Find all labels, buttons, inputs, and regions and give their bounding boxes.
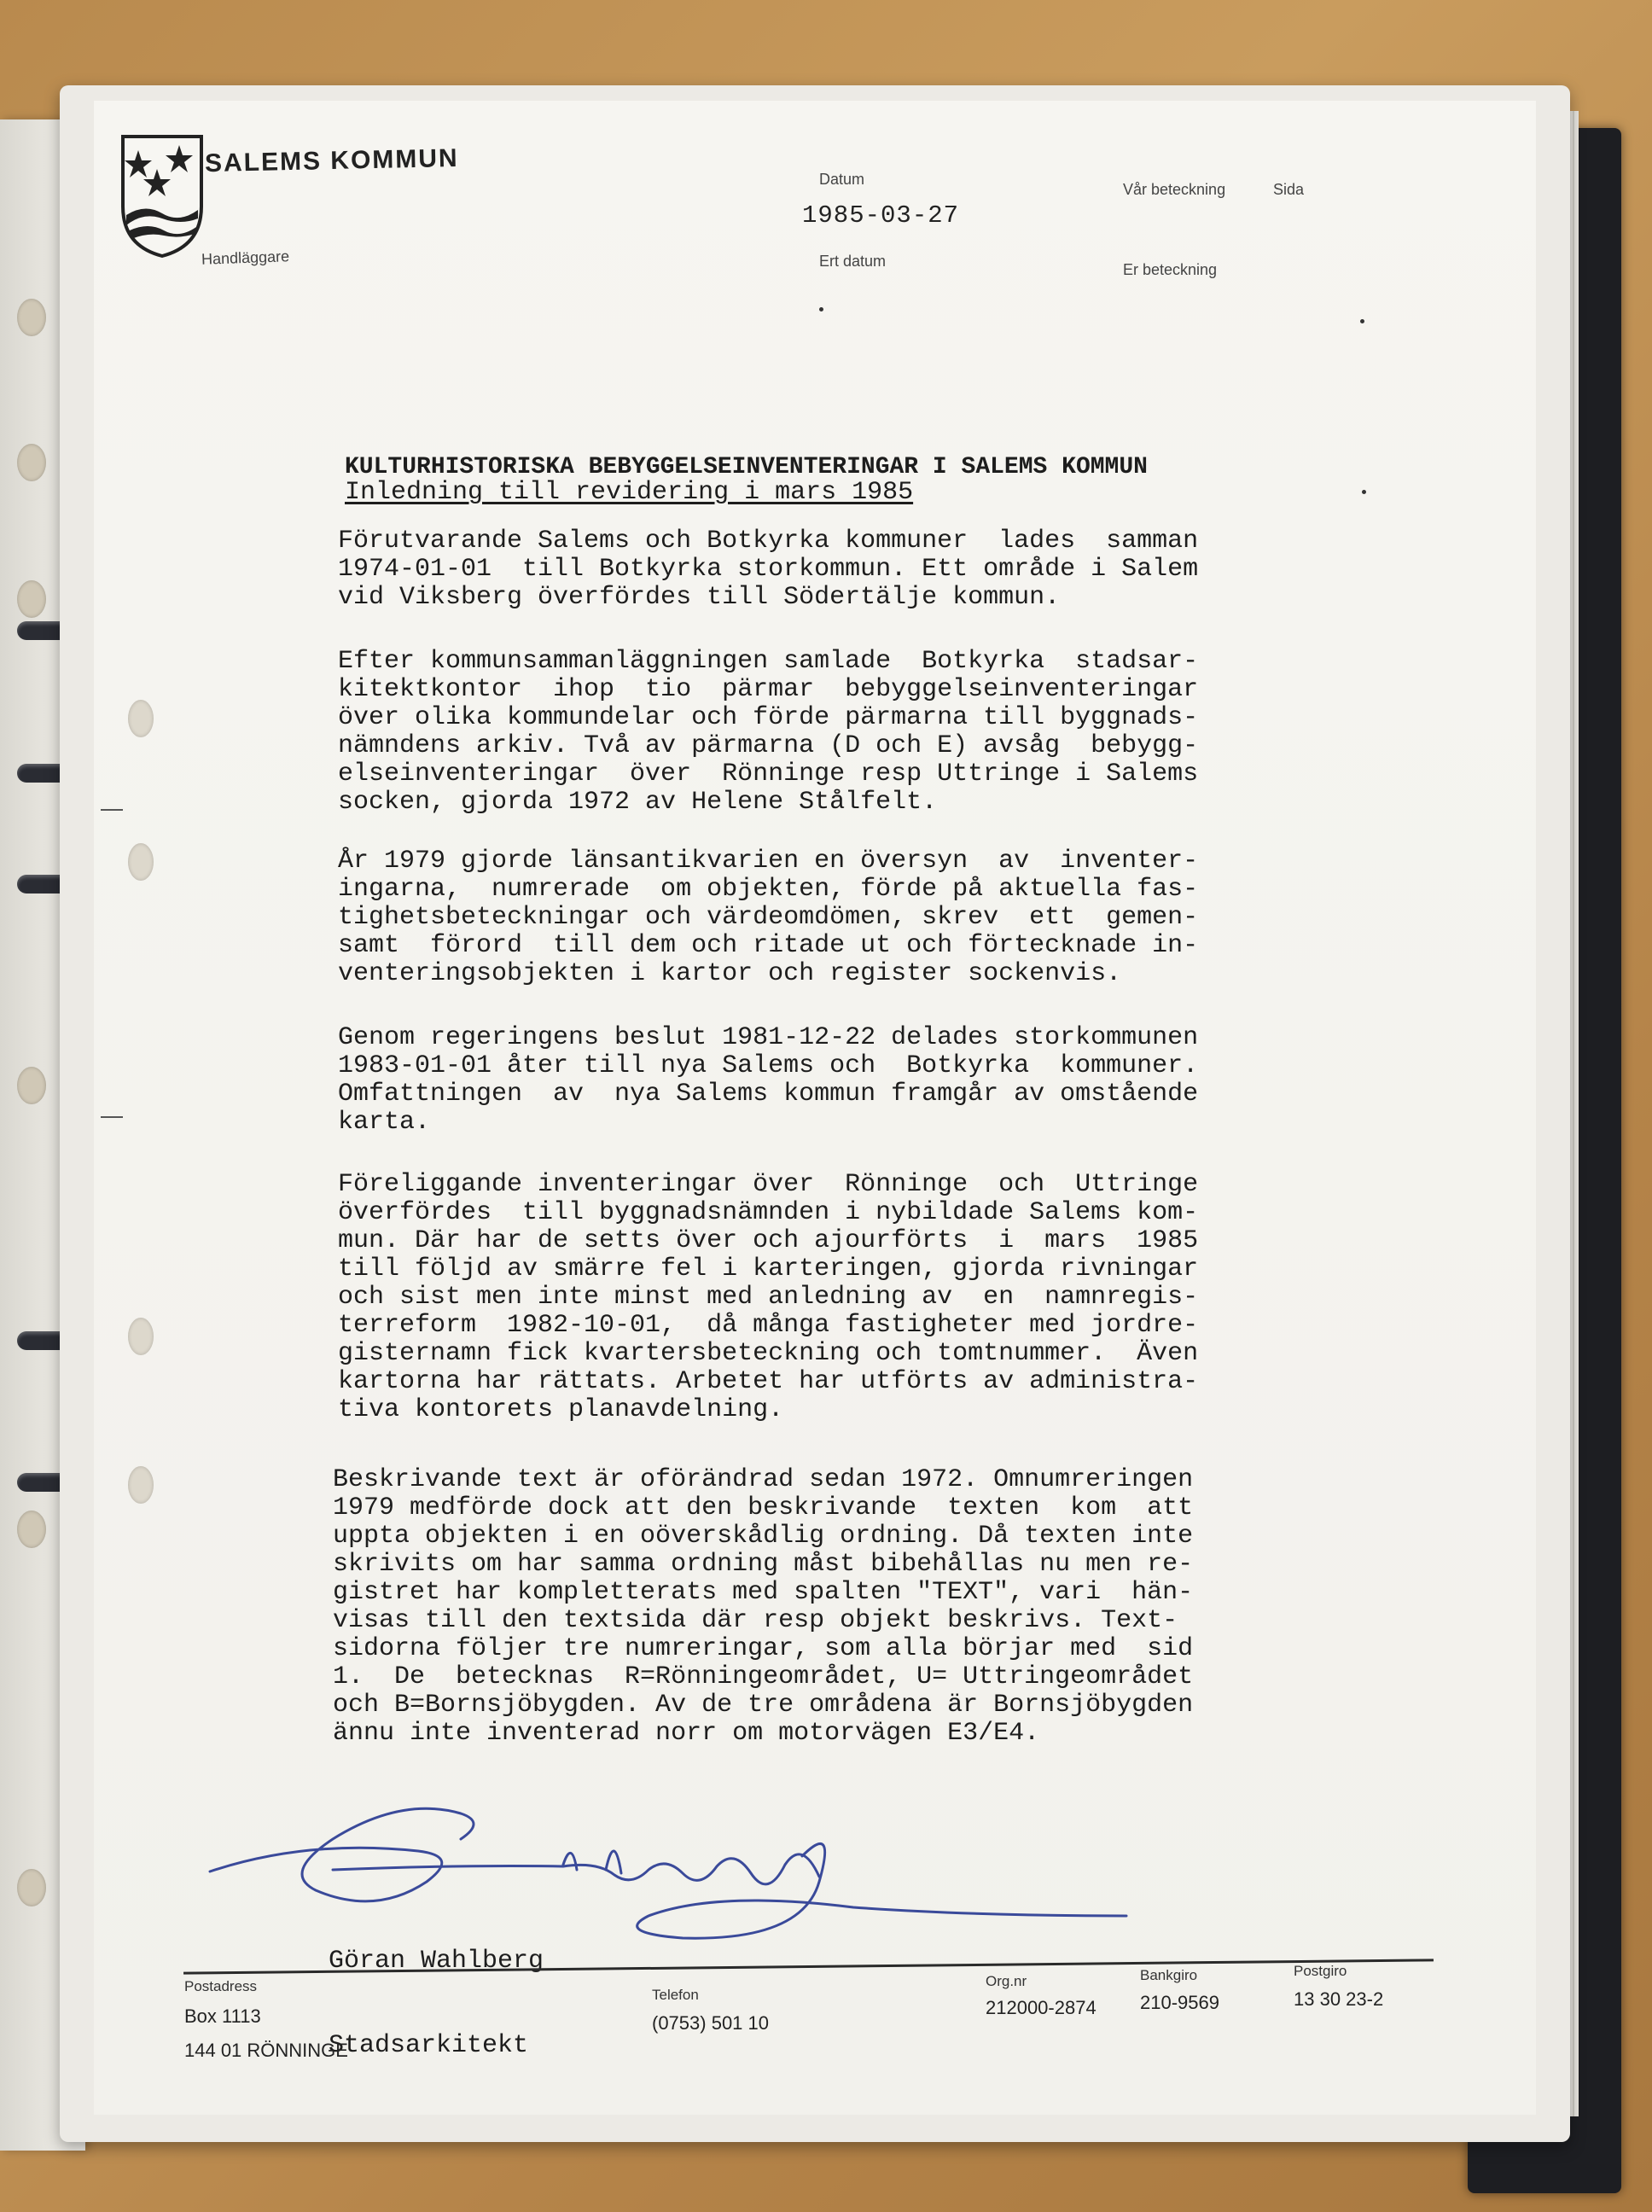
- mark-dot: [1362, 490, 1366, 494]
- postadress-line2: 144 01 RÖNNINGE: [184, 2040, 348, 2061]
- paragraph: År 1979 gjorde länsantikvarien en översyn av inventer- ingarna, numrerade om objekten, förde på aktuella fas- tighetsbeteckningar och värdeomdömen, skrev ett gemen- samt förord till dem och ritade ut och förtecknade in- venteringsobjekten i kartor och register sockenvis.: [338, 847, 1199, 988]
- postadress-line1: Box 1113: [184, 2005, 261, 2027]
- telefon-value: (0753) 501 10: [652, 2012, 769, 2034]
- letter-date: 1985-03-27: [802, 201, 960, 230]
- var-beteckning-label: Vår beteckning: [1123, 181, 1226, 198]
- fold-mark: [101, 1116, 123, 1118]
- punch-hole: [128, 700, 154, 737]
- bankgiro-label: Bankgiro: [1140, 1967, 1198, 1983]
- paragraph: Genom regeringens beslut 1981-12-22 delades storkommunen 1983-01-01 åter till nya Salems och Botkyrka kommuner. Omfattningen av nya Salems kommun framgår av omstående karta.: [338, 1023, 1199, 1137]
- municipal-coat-of-arms-icon: [119, 133, 205, 259]
- datum-label: Datum: [819, 171, 865, 188]
- punch-hole: [17, 1869, 46, 1906]
- punch-hole: [128, 1318, 154, 1355]
- sida-label: Sida: [1273, 181, 1305, 198]
- telefon-label: Telefon: [652, 1987, 699, 2003]
- orgnr-label: Org.nr: [986, 1973, 1027, 1989]
- signer-block: [329, 1891, 544, 2088]
- punch-hole: [17, 444, 46, 481]
- punch-hole: [17, 1067, 46, 1104]
- document-title: KULTURHISTORISKA BEBYGGELSEINVENTERINGAR I SALEMS KOMMUN: [345, 454, 1148, 480]
- punch-hole: [128, 843, 154, 881]
- ert-datum-label: Ert datum: [819, 253, 887, 270]
- mark-dot: [1360, 319, 1364, 323]
- er-beteckning-label: Er beteckning: [1123, 261, 1218, 278]
- orgnr-value: 212000-2874: [986, 1997, 1096, 2018]
- handlaggare-label: Handläggare: [201, 247, 290, 268]
- postadress-label: Postadress: [184, 1978, 258, 1994]
- signer-title: Stadsarkitekt: [329, 2031, 529, 2060]
- punch-hole: [17, 580, 46, 618]
- paragraph: Föreliggande inventeringar över Rönninge och Uttringe överfördes till byggnadsnämnden i nybildade Salems kom- mun. Där har de setts över och ajourförts i mars 1985 till följd av smärre fel i karteringen, gjorda rivningar och sist men inte minst med anledning av en namnregis- terreform 1982-10-01, då många fastigheter med jordre- gisternamn fick kvartersbeteckning och tomtnummer. Även kartorna har rättats. Arbetet har utförts av administra- tiva kontorets planavdelning.: [338, 1170, 1199, 1424]
- paragraph: Beskrivande text är oförändrad sedan 1972. Omnumreringen 1979 medförde dock att den beskrivande texten kom att uppta objekten i en oöverskådlig ordning. Då texten inte skrivits om har samma ordning måst bibehållas nu men re- gistret har kompletterats med spalten "TEXT", vari hän- visas till den textsida där resp objekt beskrivs. Text- sidorna följer tre numreringar, som alla börjar med sid 1. De betecknas R=Rönningeområdet, U= Uttringeområdet och B=Bornsjöbygden. Av de tre områdena är Bornsjöbygden ännu inte inventerad norr om motorvägen E3/E4.: [333, 1465, 1194, 1748]
- signer-name: Göran Wahlberg: [329, 1947, 544, 1976]
- punch-hole: [128, 1466, 154, 1504]
- mark-dot: [819, 307, 823, 311]
- punch-hole: [17, 299, 46, 336]
- punch-hole: [17, 1511, 46, 1548]
- paragraph: Förutvarande Salems och Botkyrka kommuner lades samman 1974-01-01 till Botkyrka storkommun. Ett område i Salem vid Viksberg överfördes till Södertälje kommun.: [338, 527, 1199, 612]
- postgiro-label: Postgiro: [1294, 1963, 1347, 1979]
- bankgiro-value: 210-9569: [1140, 1992, 1219, 2013]
- paragraph: Efter kommunsammanläggningen samlade Botkyrka stadsar- kitektkontor ihop tio pärmar bebyggelseinventeringar över olika kommundelar och förde pärmarna till byggnads- nämndens arkiv. Två av pärmarna (D och E) avsåg bebygg- elseinventeringar över Rönninge resp Uttringe i Salems socken, gjorda 1972 av Helene Stålfelt.: [338, 647, 1199, 817]
- document-subtitle: Inledning till revidering i mars 1985: [345, 478, 914, 507]
- postgiro-value: 13 30 23-2: [1294, 1988, 1384, 2010]
- organization-name: SALEMS KOMMUN: [204, 143, 459, 178]
- fold-mark: [101, 809, 123, 811]
